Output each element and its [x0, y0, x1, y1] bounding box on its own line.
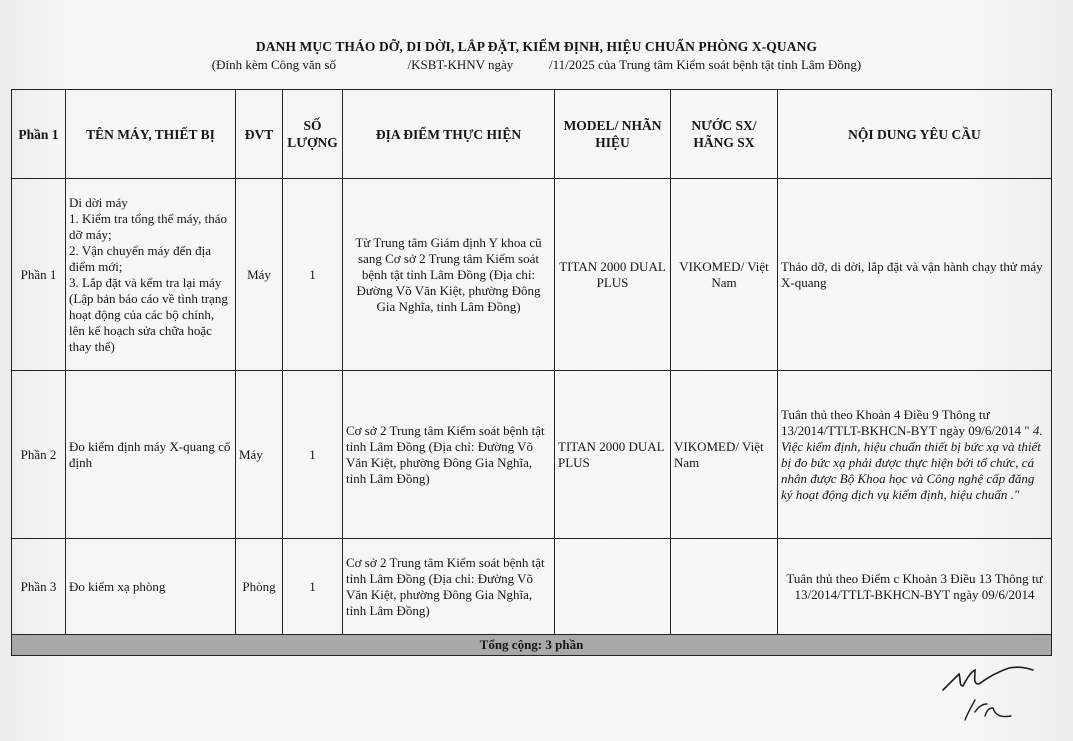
equipment-table — [11, 89, 1052, 656]
cell-name: Đo kiểm xạ phòng — [66, 539, 236, 635]
col-header-model: MODEL/ NHÃN HIỆU — [555, 90, 671, 179]
requirement-text: Tuân thủ theo Khoản 4 Điều 9 Thông tư 13/2014/TTLT-BKHCN-BYT ngày 09/6/2014 " — [781, 406, 1030, 438]
col-header-qty: SỐ LƯỢNG — [283, 90, 343, 179]
col-header-name: TÊN MÁY, THIẾT BỊ — [66, 90, 236, 179]
subtitle-gap-2 — [513, 57, 549, 72]
cell-requirement — [778, 179, 1052, 371]
cell-maker: VIKOMED/ Việt Nam — [671, 371, 778, 539]
cell-location: Cơ sở 2 Trung tâm Kiểm soát bệnh tật tỉnh Lâm Đồng (Địa chỉ: Đường Võ Văn Kiệt, phường Đông Gia Nghĩa, tỉnh Lâm Đồng) — [343, 371, 555, 539]
cell-requirement: Tuân thủ theo Điểm c Khoản 3 Điều 13 Thông tư 13/2014/TTLT-BKHCN-BYT ngày 09/6/2014 — [778, 539, 1052, 635]
table-row — [12, 371, 1052, 539]
table-header-row — [12, 90, 1052, 179]
cell-maker: VIKOMED/ Việt Nam — [671, 179, 778, 371]
cell-location: Từ Trung tâm Giám định Y khoa cũ sang Cơ sở 2 Trung tâm Kiểm soát bệnh tật tỉnh Lâm Đồng (Địa chỉ: Đường Võ Văn Kiệt, phường Đông Gia Nghĩa, tỉnh Lâm Đồng) — [343, 179, 555, 371]
total-row — [12, 635, 1052, 656]
col-header-requirement: NỘI DUNG YÊU CẦU — [778, 90, 1052, 179]
cell-maker — [671, 539, 778, 635]
cell-name: Đo kiểm định máy X-quang cố định — [66, 371, 236, 539]
subtitle-part-b: /KSBT-KHNV ngày — [407, 57, 514, 72]
cell-unit: Máy — [236, 179, 283, 371]
cell-qty: 1 — [283, 371, 343, 539]
cell-unit: Máy — [236, 371, 283, 539]
document-title: DANH MỤC THÁO DỠ, DI DỜI, LẮP ĐẶT, KIỂM ĐỊNH, HIỆU CHUẨN PHÒNG X-QUANG — [255, 39, 818, 54]
cell-name: Di dời máy 1. Kiểm tra tổng thể máy, tháo dỡ máy; 2. Vận chuyển máy đến địa điểm mới; 3. Lắp đặt và kểm tra lại máy (Lập bản báo cáo về tình trạng hoạt động của các bộ chính, lên kế hoạch sửa chữa hoặc thay thế) — [66, 179, 236, 371]
handwritten-signature — [935, 660, 1045, 730]
cell-location: Cơ sở 2 Trung tâm Kiểm soát bệnh tật tỉnh Lâm Đồng (Địa chỉ: Đường Võ Văn Kiệt, phường Đông Gia Nghĩa, tỉnh Lâm Đồng) — [343, 539, 555, 635]
cell-model — [555, 539, 671, 635]
cell-qty: 1 — [283, 539, 343, 635]
cell-part: Phần 1 — [12, 179, 66, 371]
table-row — [12, 179, 1052, 371]
cell-part: Phần 3 — [12, 539, 66, 635]
subtitle-part-a: (Đính kèm Công văn số — [211, 57, 336, 72]
cell-model: TITAN 2000 DUAL PLUS — [555, 371, 671, 539]
subtitle-gap-1 — [336, 57, 408, 72]
cell-requirement — [778, 371, 1052, 539]
cell-model: TITAN 2000 DUAL PLUS — [555, 179, 671, 371]
cell-part: Phần 2 — [12, 371, 66, 539]
col-header-location: ĐỊA ĐIỂM THỰC HIỆN — [343, 90, 555, 179]
document-subtitle — [0, 57, 1073, 73]
col-header-part: Phần 1 — [12, 90, 66, 179]
requirement-quote: 4. Việc kiểm định, hiệu chuẩn thiết bị bức xạ và thiết bị đo bức xạ phải được thực hiện bởi tổ chức, cá nhân được Bộ Khoa học và Công nghệ cấp đăng ký hoạt động dịch vụ kiểm định, hiệu chuẩn ." — [781, 422, 1043, 502]
requirement-text: Tháo dỡ, di dời, lắp đặt và vận hành chạy thử máy X-quang — [781, 258, 1043, 290]
total-label: Tổng cộng: 3 phần — [12, 635, 1052, 656]
col-header-unit: ĐVT — [236, 90, 283, 179]
col-header-maker: NƯỚC SX/ HÃNG SX — [671, 90, 778, 179]
subtitle-part-c: /11/2025 của Trung tâm Kiểm soát bệnh tật tỉnh Lâm Đồng) — [549, 57, 862, 72]
cell-unit: Phòng — [236, 539, 283, 635]
cell-qty: 1 — [283, 179, 343, 371]
table-row — [12, 539, 1052, 635]
